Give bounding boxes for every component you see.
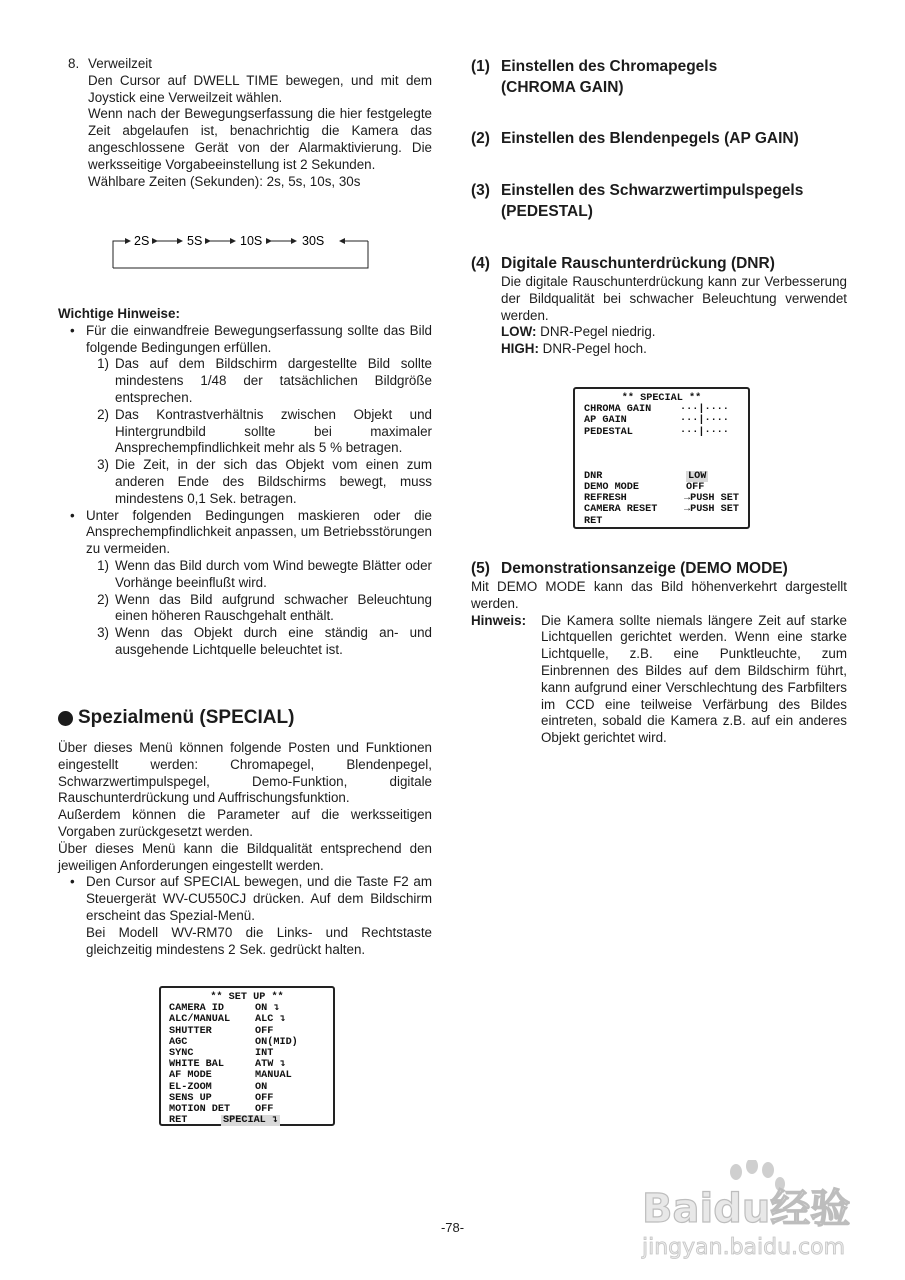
heading-chroma-gain: (1) Einstellen des Chromapegels (CHROMA GAIN) xyxy=(471,58,718,96)
item-text-3: Wählbare Zeiten (Sekunden): 2s, 5s, 10s, 30s xyxy=(88,173,361,189)
menu-row-value: OFF xyxy=(255,1104,274,1116)
menu-row xyxy=(169,1037,325,1048)
special-menu-screen xyxy=(573,387,750,529)
dwell-label-30s: 30S xyxy=(302,234,325,248)
watermark-url: jingyan.baidu.com xyxy=(642,1235,846,1260)
menu-row-value: →PUSH SET xyxy=(683,504,739,516)
demo-section xyxy=(471,558,847,747)
menu-row-label: AF MODE xyxy=(169,1070,212,1082)
menu-row xyxy=(169,1003,325,1014)
dwell-label-10s: 10S xyxy=(240,234,263,248)
menu-row xyxy=(584,415,739,426)
heading-dnr: (4) Digitale Rauschunterdrückung (DNR) xyxy=(471,255,775,272)
special-section xyxy=(58,706,432,958)
menu-row-value: LOW xyxy=(688,470,707,482)
watermark-brand: Baidu经验 xyxy=(642,1186,851,1232)
menu-row-value: ATW ↴ xyxy=(255,1059,286,1071)
menu-row xyxy=(169,1070,325,1081)
menu-row-label: WHITE BAL xyxy=(169,1059,225,1071)
setup-menu-row: RET SPECIAL ↴ xyxy=(169,1115,279,1127)
menu-row xyxy=(584,427,739,438)
menu-row-value: ON ↴ xyxy=(255,1003,280,1015)
menu-row-value: ···|···· xyxy=(680,404,729,416)
right-column xyxy=(471,56,847,358)
menu-row xyxy=(584,504,739,515)
menu-row-value: ···|···· xyxy=(680,415,729,427)
menu-row-label: ALC/MANUAL xyxy=(169,1014,231,1026)
setup-menu-title: ** SET UP ** xyxy=(210,992,284,1003)
menu-row-label: AP GAIN xyxy=(584,415,627,427)
notes-sub-item: 2) Wenn das Bild aufgrund schwacher Beleuchtung einen höheren Rauschgehalt enthält. xyxy=(97,591,432,624)
notes-bullet-1: • Für die einwandfreie Bewegungserfassung sollte das Bild folgende Bedingungen erfüllen. xyxy=(58,323,432,357)
special-bullet: • Den Cursor auf SPECIAL bewegen, und die Taste F2 am Steuergerät WV-CU550CJ drücken. Auf dem Bildschirm erscheint das Spezial-Menü. Bei Modell WV-RM70 die Links- und Rechtstaste gleichzeitig mindestens 2 Sek. gedrückt halten. xyxy=(58,874,432,958)
item-number: 8. xyxy=(68,56,80,71)
dwell-label-5s: 5S xyxy=(187,234,203,248)
menu-row-label: DEMO MODE xyxy=(584,482,640,494)
left-column xyxy=(58,56,432,190)
special-menu-title: ** SPECIAL ** xyxy=(621,393,702,404)
menu-row-value: OFF xyxy=(686,482,705,494)
menu-row-label: DNR xyxy=(584,470,603,482)
menu-row-value: OFF xyxy=(255,1092,274,1104)
menu-row xyxy=(169,1014,325,1025)
bullet-dot: • xyxy=(70,507,75,523)
special-para-1: Über dieses Menü können folgende Posten und Funktionen eingestellt werden: Chromapegel, Blendenpegel, Schwarzwertimpulspegel, Demo-Funktion, digitale Rauschunterdrückung und Auffrischungsfunktion. xyxy=(58,740,432,806)
heading-demo-mode: (5) Demonstrationsanzeige (DEMO MODE) xyxy=(471,560,788,577)
special-para-2: Außerdem können die Parameter auf die werksseitigen Vorgaben zurückgesetzt werden. xyxy=(58,807,432,839)
menu-row-label: CAMERA ID xyxy=(169,1003,225,1015)
menu-row-label: SHUTTER xyxy=(169,1025,212,1037)
menu-row xyxy=(169,1104,325,1115)
notes-sub-item: 1) Das auf dem Bildschirm dargestellte Bild sollte mindestens 1/48 der tatsächlichen Bildgröße entsprechen. xyxy=(97,356,432,405)
menu-row-value: MANUAL xyxy=(255,1070,292,1082)
setup-menu-screen xyxy=(159,986,335,1126)
menu-row-label: SYNC xyxy=(169,1048,194,1060)
menu-row-value: ···|···· xyxy=(680,426,729,438)
item-8 xyxy=(58,56,432,190)
menu-row xyxy=(169,1048,325,1059)
menu-row-label: REFRESH xyxy=(584,493,627,505)
item-text-1: Den Cursor auf DWELL TIME bewegen, und mit dem Joystick eine Verweilzeit wählen. xyxy=(88,72,432,105)
menu-row xyxy=(584,516,739,527)
menu-row-label: CHROMA GAIN xyxy=(584,404,652,416)
menu-row xyxy=(169,1082,325,1093)
heading-pedestal: (3) Einstellen des Schwarzwertimpulspegels (PEDESTAL) xyxy=(471,182,804,220)
menu-row xyxy=(584,471,739,482)
loop-line-left xyxy=(113,241,130,268)
menu-row-value: ALC ↴ xyxy=(255,1014,286,1026)
menu-row xyxy=(584,493,739,504)
bullet-circle-icon xyxy=(58,711,73,726)
notes-sub-item: 3) Wenn das Objekt durch eine ständig an- und ausgehende Lichtquelle beleuchtet ist. xyxy=(97,625,432,657)
dwell-time-diagram xyxy=(112,234,370,270)
menu-row-label: SENS UP xyxy=(169,1092,212,1104)
menu-row-label: EL-ZOOM xyxy=(169,1081,212,1093)
demo-text: Mit DEMO MODE kann das Bild höhenverkehrt dargestellt werden. xyxy=(471,579,847,611)
menu-row-value: →PUSH SET xyxy=(683,493,739,505)
menu-row-label: AGC xyxy=(169,1036,188,1048)
bullet-dot: • xyxy=(70,874,75,890)
menu-row-label: PEDESTAL xyxy=(584,426,633,438)
menu-row xyxy=(169,1059,325,1070)
notes-sub-item: 1) Wenn das Bild durch vom Wind bewegte Blätter oder Vorhänge beeinflußt wird. xyxy=(97,557,432,590)
menu-row-label: CAMERA RESET xyxy=(584,504,658,516)
notes-bullet-2: • Unter folgenden Bedingungen maskieren oder die Ansprechempfindlichkeit anpassen, um Betriebsstörungen zu vermeiden. xyxy=(58,508,432,558)
menu-row xyxy=(584,404,739,415)
menu-row-label: RET xyxy=(584,515,603,527)
section-heading: Spezialmenü (SPECIAL) xyxy=(58,706,432,730)
special-para-3: Über dieses Menü kann die Bildqualität entsprechend den jeweiligen Anforderungen eingestellt werden. xyxy=(58,840,432,873)
notes-heading: Wichtige Hinweise: xyxy=(58,306,180,321)
menu-row xyxy=(169,1026,325,1037)
notes-sub-item: 2) Das Kontrastverhältnis zwischen Objekt und Hintergrundbild sollte bei maximaler Ansprechempfindlichkeit mehr als 5 % betragen. xyxy=(97,406,432,456)
menu-row-label: MOTION DET xyxy=(169,1104,231,1116)
item-text-2: Wenn nach der Bewegungserfassung die hier festgelegte Zeit abgelaufen ist, benachrichtig die Kamera das angeschlossene Gerät von der Alarmaktivierung. Die werksseitige Vorgabeeinstellung ist 2 Sekunden. xyxy=(88,106,432,172)
bullet-dot: • xyxy=(70,322,75,338)
menu-row xyxy=(584,482,739,493)
heading-ap-gain: (2) Einstellen des Blendenpegels (AP GAIN) xyxy=(471,130,799,147)
menu-row-value: INT xyxy=(255,1048,274,1060)
item-title: Verweilzeit xyxy=(88,56,153,71)
dwell-label-2s: 2S xyxy=(134,234,150,248)
hinweis-note: Hinweis: Die Kamera sollte niemals längere Zeit auf starke Lichtquellen gerichtet werden. Wenn eine starke Lichtquelle, z.B. eine Punktleuchte, zum Einbrennen des Bildes auf dem Bildschirm führt, kann aufgrund einer Verschlechtung des Farbfilters im CCD eine teilweise Verfärbung des Bildes eintreten, sobald die Kamera z.B. auf ein anderes Objekt gerichtet wird. xyxy=(471,612,847,746)
dnr-description: Die digitale Rauschunterdrückung kann zur Verbesserung der Bildqualität bei schwacher Beleuchtung verwendet werden. LOW: DNR-Pegel niedrig. HIGH: DNR-Pegel hoch. xyxy=(501,274,847,357)
baidu-watermark xyxy=(640,1160,880,1270)
notes-sub-item: 3) Die Zeit, in der sich das Objekt vom einen zum anderen Ende des Bildschirms bewegt, muss mindestens 0,1 Sek. betragen. xyxy=(97,457,432,506)
notes-section xyxy=(58,306,432,659)
menu-row-value: ON xyxy=(255,1081,268,1093)
page-number: -78- xyxy=(440,1220,465,1235)
menu-row xyxy=(169,1093,325,1104)
menu-row-value: ON(MID) xyxy=(255,1036,298,1048)
menu-row-value: OFF xyxy=(255,1025,274,1037)
